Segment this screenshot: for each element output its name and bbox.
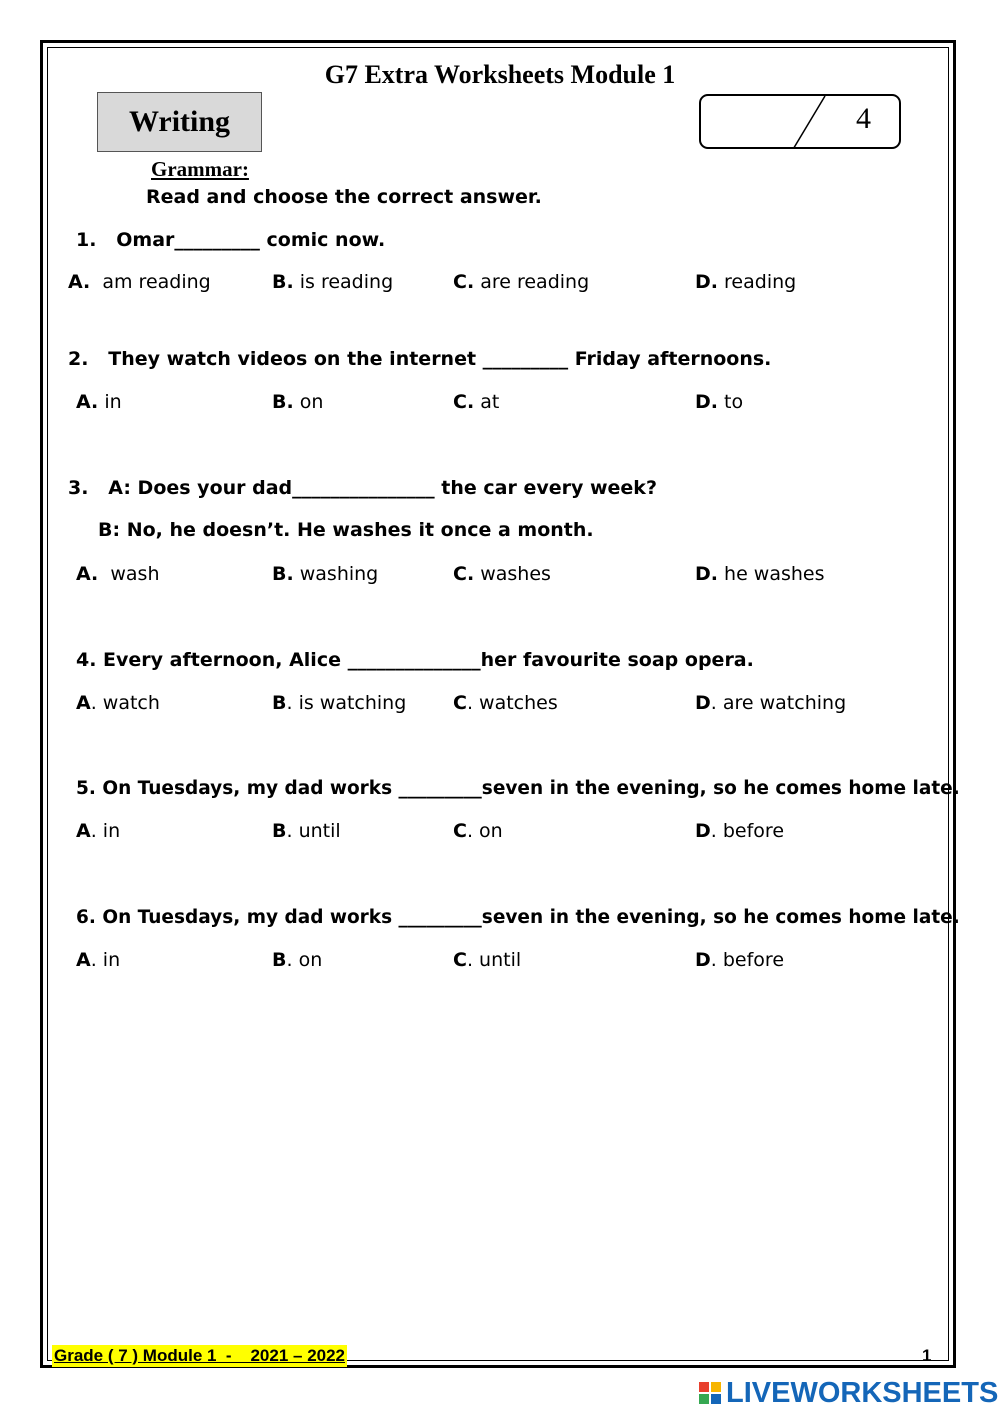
score-max: 4 <box>856 102 871 135</box>
option-text: washes <box>474 563 551 585</box>
option-letter: C <box>453 692 467 714</box>
brand-logo[interactable] <box>698 1376 998 1410</box>
option-text: . until <box>286 820 341 842</box>
footer-label: Grade ( 7 ) Module 1 - 2021 – 2022 <box>54 1346 346 1365</box>
section-label: Writing <box>128 105 231 138</box>
worksheet-title: G7 Extra Worksheets Module 1 <box>324 60 676 89</box>
option-text: to <box>718 391 744 413</box>
question-3: 3. A: Does your dad_______________ the car every week? <box>68 477 657 499</box>
option-letter: C. <box>453 391 475 413</box>
option-letter: C. <box>453 271 475 293</box>
option-letter: B <box>272 820 287 842</box>
option-text: . on <box>286 949 323 971</box>
option-text: . before <box>710 949 785 971</box>
option-text: at <box>474 391 500 413</box>
option-text: . before <box>710 820 785 842</box>
option-text: . watches <box>466 692 558 714</box>
option-text: . is watching <box>286 692 407 714</box>
option-2b[interactable] <box>272 391 323 413</box>
option-text: . in <box>90 820 121 842</box>
option-text: is reading <box>293 271 394 293</box>
option-letter: C. <box>453 563 475 585</box>
question-4: 4. Every afternoon, Alice ______________her favourite soap opera. <box>76 649 754 671</box>
question-6: 6. On Tuesdays, my dad works _________seven in the evening, so he comes home late. <box>76 907 960 928</box>
option-letter: C <box>453 820 467 842</box>
option-letter: D. <box>695 271 718 293</box>
option-5b[interactable] <box>272 820 341 842</box>
option-4a[interactable] <box>76 692 160 714</box>
page-number: 1 <box>922 1346 932 1365</box>
option-5d[interactable] <box>695 820 784 842</box>
option-text: . on <box>466 820 503 842</box>
option-1b[interactable] <box>272 271 393 293</box>
option-6a[interactable] <box>76 949 120 971</box>
option-3a[interactable] <box>76 563 159 585</box>
option-letter: A. <box>76 391 99 413</box>
option-text: . until <box>466 949 522 971</box>
option-4b[interactable] <box>272 692 406 714</box>
option-letter: A <box>76 820 91 842</box>
score-slash-icon <box>701 96 901 149</box>
option-2c[interactable] <box>453 391 499 413</box>
option-text: wash <box>98 563 160 585</box>
option-2d[interactable] <box>695 391 743 413</box>
option-4d[interactable] <box>695 692 846 714</box>
option-letter: B. <box>272 271 294 293</box>
option-3b[interactable] <box>272 563 378 585</box>
option-text: reading <box>718 271 797 293</box>
option-letter: A <box>76 949 91 971</box>
option-1c[interactable] <box>453 271 589 293</box>
option-6d[interactable] <box>695 949 784 971</box>
option-1a[interactable] <box>68 271 211 293</box>
instruction-text: Read and choose the correct answer. <box>146 186 542 208</box>
option-6c[interactable] <box>453 949 521 971</box>
option-text: am reading <box>90 271 211 293</box>
liveworksheets-logo-icon <box>698 1381 722 1405</box>
option-5c[interactable] <box>453 820 503 842</box>
option-text: in <box>98 391 122 413</box>
option-text: . in <box>90 949 121 971</box>
option-text: are reading <box>474 271 590 293</box>
option-text: . are watching <box>710 692 847 714</box>
option-6b[interactable] <box>272 949 322 971</box>
option-letter: A <box>76 692 91 714</box>
question-3-response: B: No, he doesn’t. He washes it once a month. <box>98 519 594 541</box>
option-letter: D. <box>695 391 718 413</box>
option-3c[interactable] <box>453 563 551 585</box>
option-4c[interactable] <box>453 692 558 714</box>
question-2: 2. They watch videos on the internet _________ Friday afternoons. <box>68 348 772 370</box>
option-text: he washes <box>718 563 825 585</box>
score-box <box>699 94 901 149</box>
option-letter: B. <box>272 391 294 413</box>
option-letter: D <box>695 692 711 714</box>
subsection-heading: Grammar: <box>151 157 249 181</box>
option-text: on <box>293 391 324 413</box>
section-label-box <box>97 92 262 152</box>
option-letter: D <box>695 820 711 842</box>
option-letter: B <box>272 949 287 971</box>
option-letter: B <box>272 692 287 714</box>
option-3d[interactable] <box>695 563 825 585</box>
option-1d[interactable] <box>695 271 796 293</box>
option-letter: D <box>695 949 711 971</box>
option-letter: A. <box>76 563 99 585</box>
option-5a[interactable] <box>76 820 120 842</box>
option-text: washing <box>293 563 379 585</box>
question-1: 1. Omar_________ comic now. <box>76 229 386 251</box>
option-letter: B. <box>272 563 294 585</box>
question-5: 5. On Tuesdays, my dad works _________seven in the evening, so he comes home late. <box>76 778 960 799</box>
brand-name: LIVEWORKSHEETS <box>726 1376 999 1409</box>
option-letter: C <box>453 949 467 971</box>
option-2a[interactable] <box>76 391 122 413</box>
option-text: . watch <box>90 692 160 714</box>
option-letter: D. <box>695 563 718 585</box>
option-letter: A. <box>68 271 91 293</box>
